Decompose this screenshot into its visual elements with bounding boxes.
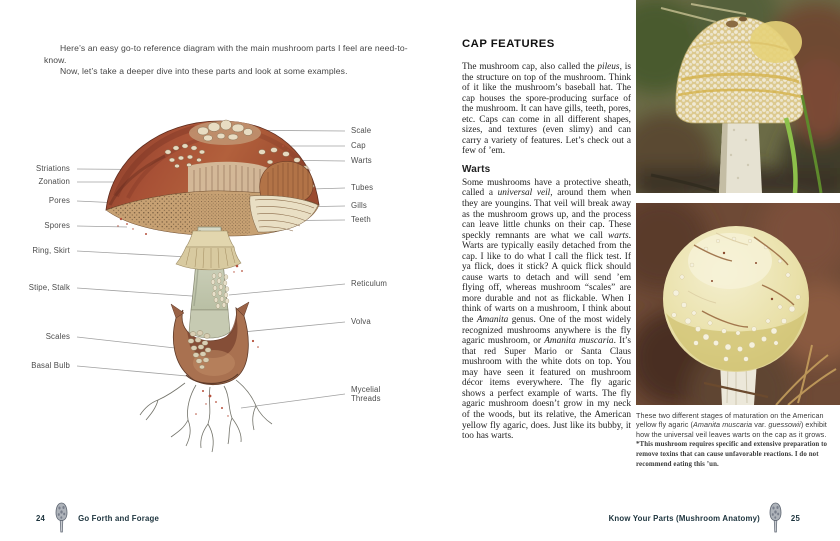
diagram-label-reticulum: Reticulum bbox=[351, 279, 388, 288]
diagram-label-warts: Warts bbox=[351, 156, 372, 165]
morel-mushroom-icon bbox=[55, 502, 68, 534]
right-page-footer bbox=[609, 502, 800, 534]
diagram-label-tubes: Tubes bbox=[351, 183, 374, 192]
section-heading: CAP FEATURES bbox=[462, 38, 555, 50]
page-number: 25 bbox=[790, 513, 800, 523]
diagram-label-striations: Striations bbox=[35, 164, 70, 173]
right-page bbox=[460, 0, 840, 541]
book-title: Go Forth and Forage bbox=[78, 513, 159, 523]
intro-paragraph-2: Now, let’s take a deeper dive into these parts and look at some examples. bbox=[60, 66, 348, 77]
morel-mushroom-icon bbox=[769, 502, 782, 534]
diagram-label-ring-skirt: Ring, Skirt bbox=[32, 246, 70, 255]
intro-paragraph-1: Here’s an easy go-to reference diagram with the main mushroom parts I feel are need-to-know. bbox=[44, 43, 408, 65]
diagram-label-spores: Spores bbox=[44, 221, 70, 230]
cap-features-column bbox=[462, 38, 631, 442]
diagram-label-volva: Volva bbox=[351, 317, 371, 326]
chapter-title: Know Your Parts (Mushroom Anatomy) bbox=[608, 513, 760, 523]
diagram-label-stipe-stalk: Stipe, Stalk bbox=[28, 283, 70, 292]
diagram-label-teeth: Teeth bbox=[351, 215, 371, 224]
diagram-label-zonation: Zonation bbox=[38, 177, 70, 186]
diagram-label-basal-bulb: Basal Bulb bbox=[31, 361, 70, 370]
diagram-label-pores: Pores bbox=[48, 196, 70, 205]
photo-caption: These two different stages of maturation on the American yellow fly agaric (Amanita muscaria var. guessowii) exhibit how the universal veil leaves warts on the cap as it grows. *This mushroom requires specific and extensive preparation to remove toxins that can cause unfavorable reactions. I do not recommend eating this ’un. bbox=[636, 411, 828, 469]
photo-mature-fly-agaric bbox=[636, 203, 840, 405]
left-page-footer bbox=[36, 502, 159, 534]
page-number: 24 bbox=[36, 513, 46, 523]
diagram-label-gills: Gills bbox=[351, 201, 367, 210]
section-intro-paragraph: The mushroom cap, also called the pileus, is the structure on top of the mushroom. Think of it like the mushroom’s baseball hat. The cap houses the spore-producing surface of the mushroom. It can have gills, teeth, pores, etc. Caps can come in all different shapes, sizes, and textures (even slimy) and can carry a variety of features. Let’s check out a few of ’em. bbox=[462, 62, 631, 157]
mycelial-threads-drawing bbox=[140, 380, 272, 452]
warts-paragraph: Some mushrooms have a protective sheath, called a universal veil, around them when they are youngins. That veil will break away as the mushroom grows up, and the process can leave little chunks on their cap. These speckly remnants are what we call warts. Warts are typically easily detached from the cap. I like to do what I call the flick test. If ya flick, does it stick? A quick flick should cause warts to detach and will send ’em flying off, whereas mushroom “scales” are more durable and not as flickable. When I think of warts on a mushroom, I think about the Amanita genus. One of the most widely recognized mushrooms anywhere is the fly agaric mushroom, or Amanita muscaria. It’s that red Super Mario or Santa Claus mushroom with the white dots on top. You may have seen it featured on mushroom décor items everywhere. The fly agaric shows a perfect example of warts. The fly agaric mushroom doesn’t grow in my neck of the woods, but its relative, the American yellow fly agaric, does. Just like its bubby, it too has warts. bbox=[462, 177, 632, 442]
photo-young-fly-agaric bbox=[636, 0, 840, 193]
diagram-label-scales: Scales bbox=[45, 332, 70, 341]
warts-subheading: Warts bbox=[462, 163, 491, 175]
diagram-label-cap: Cap bbox=[351, 141, 366, 150]
diagram-label-scale: Scale bbox=[351, 126, 372, 135]
diagram-label-mycelial-threads: Mycelial Threads bbox=[351, 385, 381, 403]
